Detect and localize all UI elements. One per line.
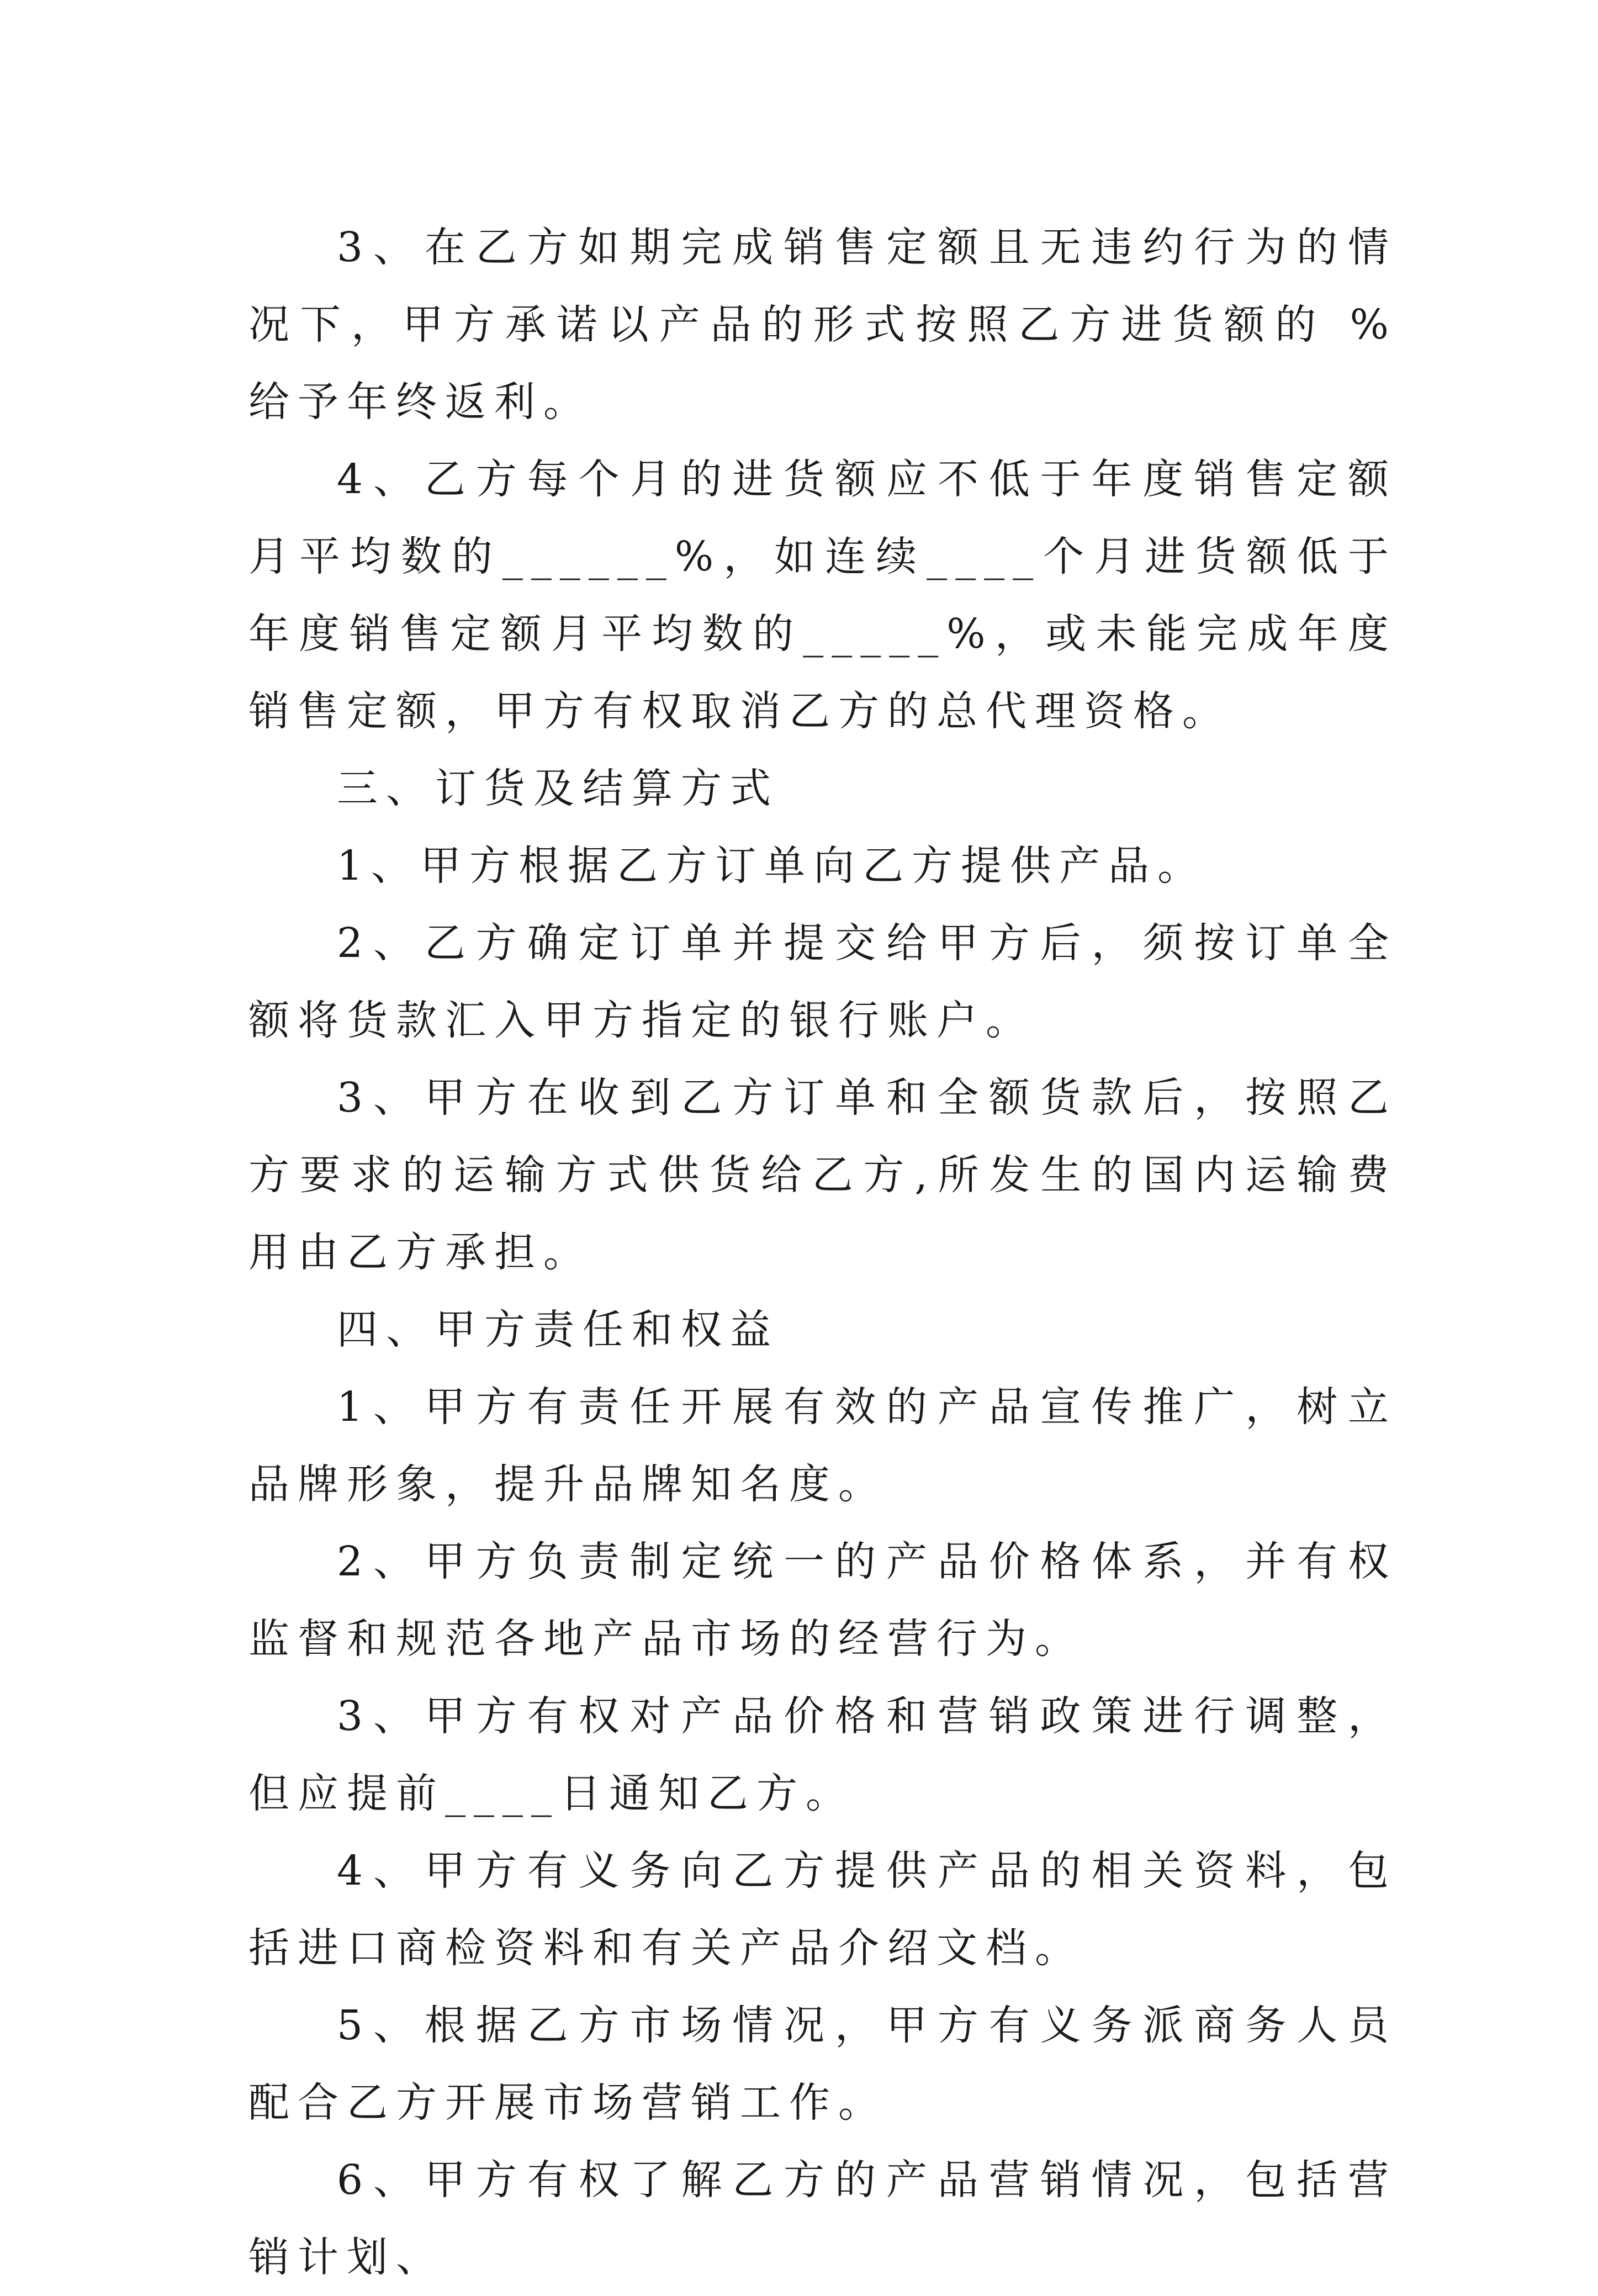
clause-paragraph: 2、甲方负责制定统一的产品价格体系，并有权监督和规范各地产品市场的经营行为。 (248, 1538, 1397, 1663)
clause-paragraph: 6、甲方有权了解乙方的产品营销情况，包括营销计划、 (248, 2156, 1397, 2281)
section-heading: 四、甲方责任和权益 (337, 1306, 779, 1353)
clause-paragraph: 1、甲方根据乙方订单向乙方提供产品。 (337, 842, 1207, 890)
document-body (248, 209, 1397, 2296)
clause-paragraph: 3、在乙方如期完成销售定额且无违约行为的情况下，甲方承诺以产品的形式按照乙方进货额的 %给予年终返利。 (248, 224, 1397, 426)
clause-paragraph: 4、乙方每个月的进货额应不低于年度销售定额月平均数的______%，如连续____个月进货额低于年度销售定额月平均数的_____%，或未能完成年度销售定额，甲方有权取消乙方的总代理资格。 (248, 456, 1397, 735)
section-heading: 三、订货及结算方式 (337, 765, 779, 812)
clause-paragraph: 3、甲方有权对产品价格和营销政策进行调整，但应提前____日通知乙方。 (248, 1692, 1397, 1817)
clause-paragraph: 1、甲方有责任开展有效的产品宣传推广，树立品牌形象，提升品牌知名度。 (248, 1383, 1397, 1508)
clause-paragraph: 4、甲方有义务向乙方提供产品的相关资料，包括进口商检资料和有关产品介绍文档。 (248, 1847, 1397, 1972)
clause-paragraph: 5、根据乙方市场情况，甲方有义务派商务人员配合乙方开展市场营销工作。 (248, 2002, 1397, 2126)
clause-paragraph: 2、乙方确定订单并提交给甲方后，须按订单全额将货款汇入甲方指定的银行账户。 (248, 919, 1397, 1044)
clause-paragraph: 3、甲方在收到乙方订单和全额货款后，按照乙方要求的运输方式供货给乙方,所发生的国内运输费用由乙方承担。 (248, 1074, 1397, 1276)
